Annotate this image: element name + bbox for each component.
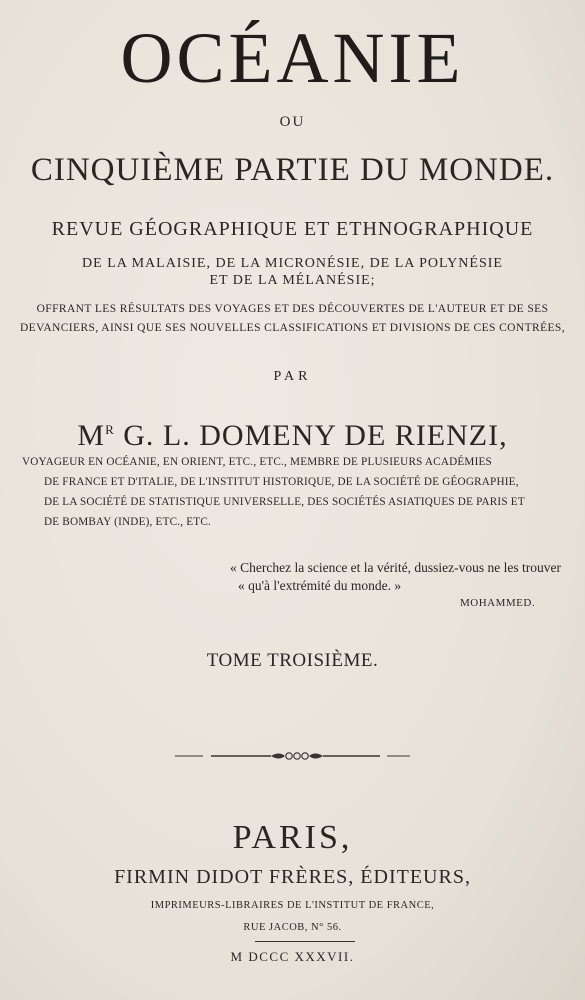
publication-year: M DCCC XXXVII. [230, 949, 355, 964]
book-subtitle: CINQUIÈME PARTIE DU MONDE. [30, 152, 555, 188]
offering-line-2: DEVANCIERS, AINSI QUE SES NOUVELLES CLASSIFICATIONS ET DIVISIONS DE CES CONTRÉES, [19, 322, 566, 334]
publication-city: PARIS, [232, 819, 353, 856]
regions-line-1: DE LA MALAISIE, DE LA MICRONÉSIE, DE LA POLYNÉSIE [82, 256, 503, 271]
author-prefix: M [77, 419, 106, 452]
epigraph-author: MOHAMMED. [460, 597, 536, 609]
publisher-address: RUE JACOB, N° 56. [243, 922, 342, 933]
credentials-line-2: DE FRANCE ET D'ITALIE, DE L'INSTITUT HISTORIQUE, DE LA SOCIÉTÉ DE GÉOGRAPHIE, [44, 476, 519, 488]
author-name [0, 412, 585, 454]
credentials-line-3: DE LA SOCIÉTÉ DE STATISTIQUE UNIVERSELLE, DES SOCIÉTÉS ASIATIQUES DE PARIS ET [44, 496, 525, 508]
regions-line-2: ET DE LA MÉLANÉSIE; [209, 273, 376, 288]
book-title: OCÉANIE [120, 18, 465, 98]
imprint-divider [255, 941, 355, 942]
decorative-rule-ornament-icon [175, 748, 410, 764]
author-prefix-sup: R [105, 422, 115, 437]
volume-label: TOME TROISIÈME. [206, 650, 379, 671]
credentials-line-4: DE BOMBAY (INDE), ETC., ETC. [44, 516, 211, 528]
title-conjunction: OU [279, 114, 306, 130]
publisher-name: FIRMIN DIDOT FRÈRES, ÉDITEURS, [114, 866, 471, 888]
epigraph-line-1: « Cherchez la science et la vérité, dussiez-vous ne les trouver [230, 560, 561, 575]
by-label: PAR [273, 369, 312, 384]
offering-line-1: OFFRANT LES RÉSULTATS DES VOYAGES ET DES DÉCOUVERTES DE L'AUTEUR ET DE SES [36, 303, 549, 315]
author-name-text: G. L. DOMENY DE RIENZI, [114, 419, 508, 452]
epigraph-line-2: « qu'à l'extrémité du monde. » [238, 578, 402, 593]
printer-line: IMPRIMEURS-LIBRAIRES DE L'INSTITUT DE FRANCE, [150, 900, 435, 911]
credentials-line-1: VOYAGEUR EN OCÉANIE, EN ORIENT, ETC., ETC., MEMBRE DE PLUSIEURS ACADÉMIES [22, 456, 492, 468]
description-heading: REVUE GÉOGRAPHIQUE ET ETHNOGRAPHIQUE [51, 218, 534, 240]
